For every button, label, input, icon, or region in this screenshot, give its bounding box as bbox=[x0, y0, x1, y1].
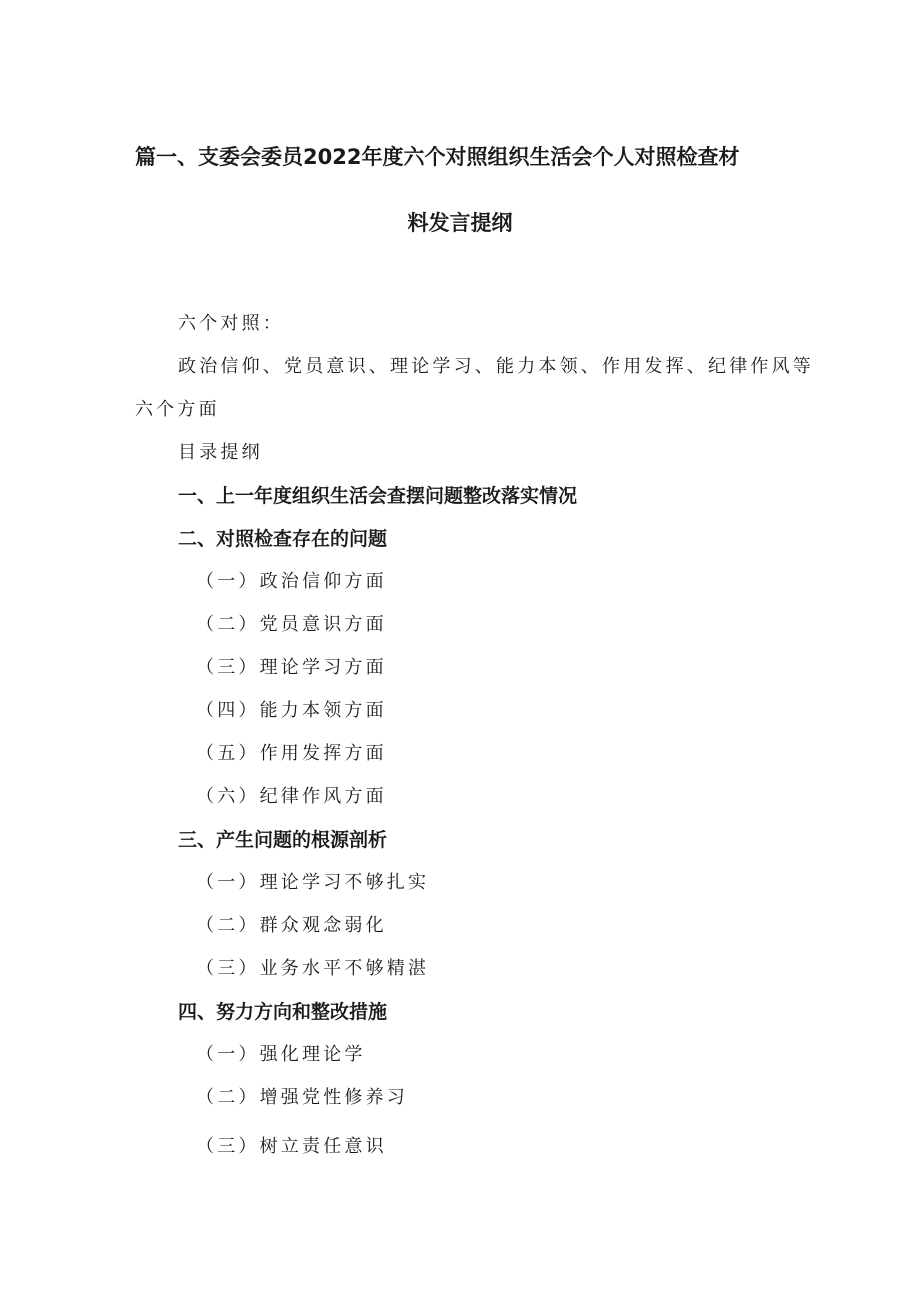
section-3-item: （一）理论学习不够扎实 bbox=[196, 872, 430, 893]
section-2-item: （一）政治信仰方面 bbox=[196, 571, 387, 592]
section-4-item: （一）强化理论学 bbox=[196, 1044, 366, 1065]
intro-paragraph-line-2: 六个方面 bbox=[135, 399, 220, 420]
section-heading-2: 二、对照检查存在的问题 bbox=[178, 528, 388, 550]
document-title-line-2: 料发言提纲 bbox=[407, 211, 513, 235]
section-heading-1: 一、上一年度组织生活会查摆问题整改落实情况 bbox=[178, 485, 578, 507]
section-2-item: （四）能力本领方面 bbox=[196, 700, 387, 721]
section-3-item: （二）群众观念弱化 bbox=[196, 915, 387, 936]
section-2-item: （三）理论学习方面 bbox=[196, 657, 387, 678]
outline-label: 目录提纲 bbox=[178, 442, 263, 463]
section-2-item: （二）党员意识方面 bbox=[196, 614, 387, 635]
section-4-item: （三）树立责任意识 bbox=[196, 1136, 387, 1157]
section-2-item: （六）纪律作风方面 bbox=[196, 786, 387, 807]
intro-paragraph-line-1: 政治信仰、党员意识、理论学习、能力本领、作用发挥、纪律作风等 bbox=[178, 356, 814, 377]
section-2-item: （五）作用发挥方面 bbox=[196, 743, 387, 764]
six-contrasts-label: 六个对照： bbox=[178, 313, 284, 334]
document-title-line-1: 篇一、支委会委员2022年度六个对照组织生活会个人对照检查材 bbox=[135, 145, 740, 169]
section-4-item: （二）增强党性修养习 bbox=[196, 1087, 408, 1108]
section-heading-3: 三、产生问题的根源剖析 bbox=[178, 829, 388, 851]
section-heading-4: 四、努力方向和整改措施 bbox=[178, 1001, 388, 1023]
section-3-item: （三）业务水平不够精湛 bbox=[196, 958, 430, 979]
